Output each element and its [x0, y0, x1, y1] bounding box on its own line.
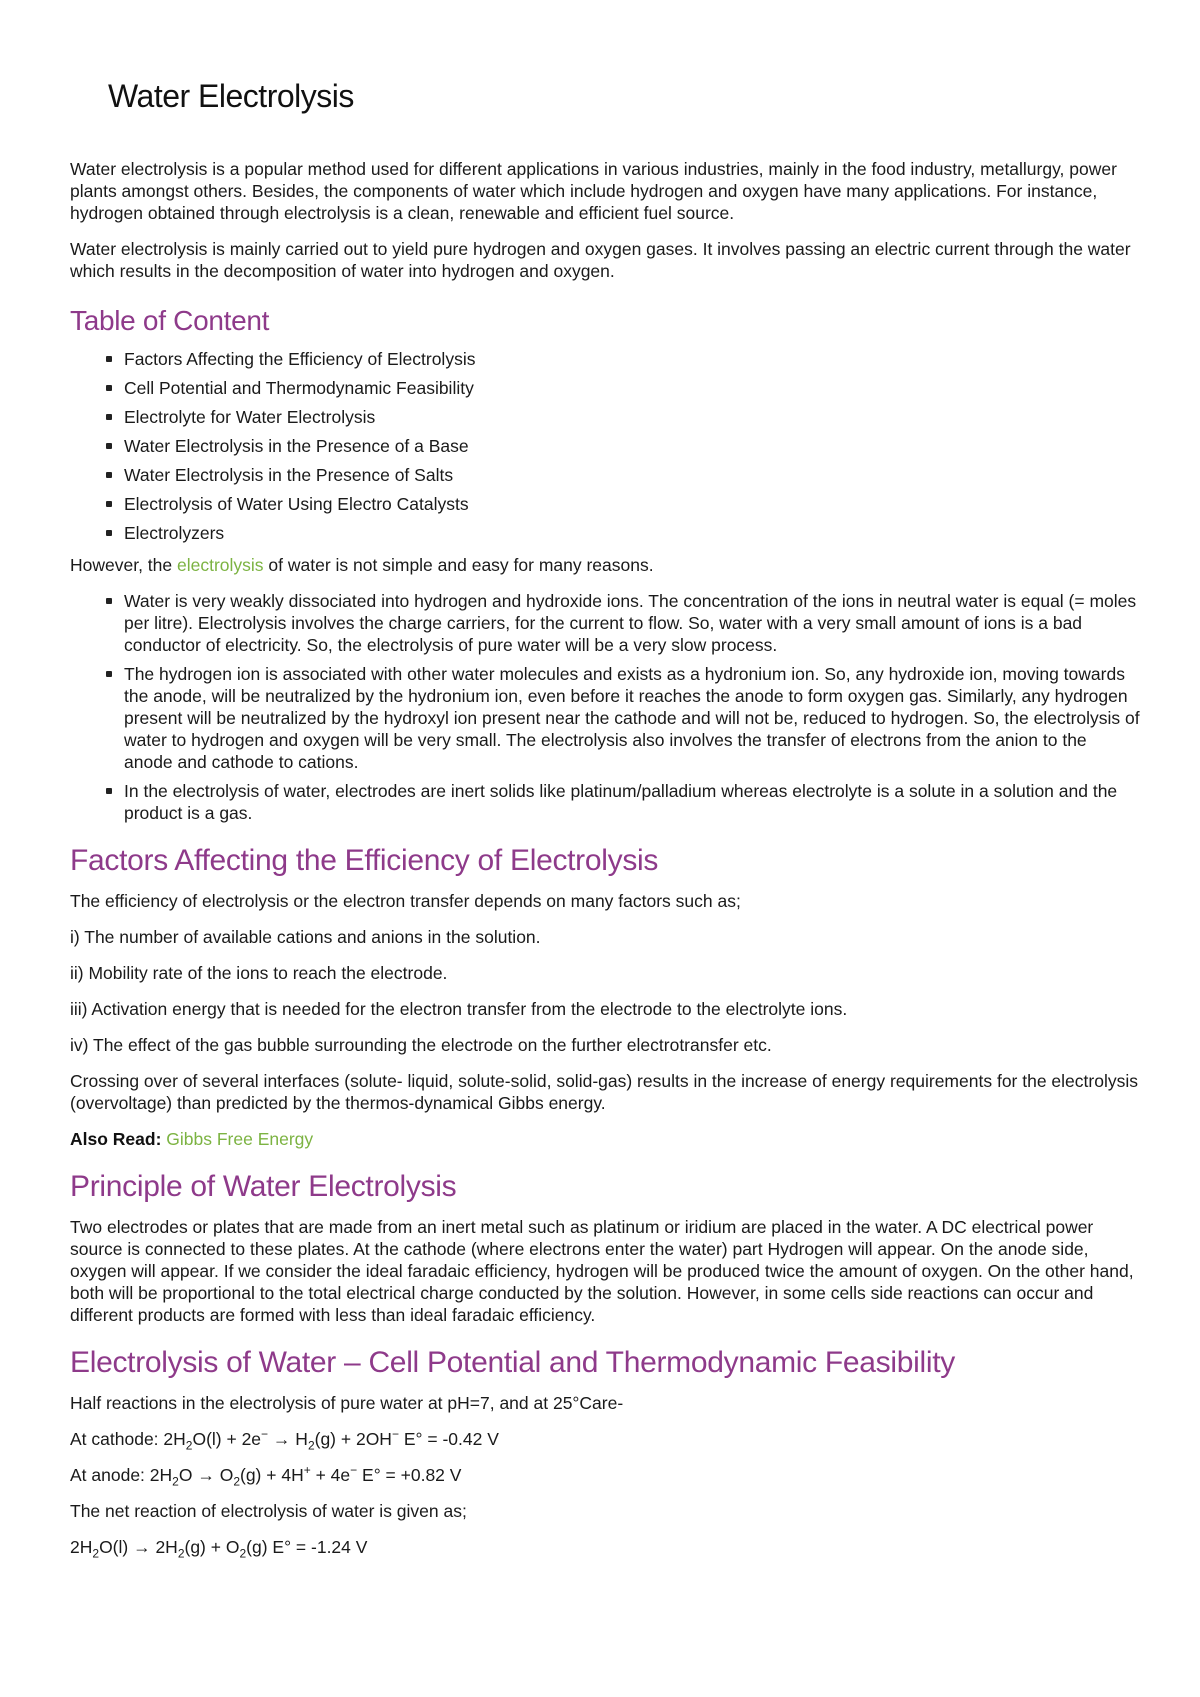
cell-potential-heading: Electrolysis of Water – Cell Potential and Thermodynamic Feasibility [70, 1346, 955, 1379]
reason-item-1: Water is very weakly dissociated into hydrogen and hydroxide ions. The concentration of the ions in neutral water is equal (= moles per litre). Electrolysis involves the charge carriers, for the current to flow. So, water with a very small amount of ions is a bad conductor of electricity. So, the electrolysis of pure water will be a very slow process. [124, 590, 1140, 656]
factors-paragraph-4: iii) Activation energy that is needed for the electron transfer from the electrode to the electrolyte ions. [70, 999, 848, 1019]
factors-paragraph-2: i) The number of available cations and anions in the solution. [70, 927, 541, 947]
reason-item-3: In the electrolysis of water, electrodes are inert solids like platinum/palladium whereas electrolyte is a solute in a solution and the product is a gas. [124, 780, 1140, 824]
page-title: Water Electrolysis [108, 78, 354, 114]
intro-paragraph-2: Water electrolysis is mainly carried out to yield pure hydrogen and oxygen gases. It involves passing an electric current through the water which results in the decomposition of water into hydrogen and oxygen. [70, 239, 1131, 281]
factors-paragraph-3: ii) Mobility rate of the ions to reach the electrode. [70, 963, 448, 983]
toc-item-factors[interactable]: Factors Affecting the Efficiency of Electrolysis [124, 348, 1140, 370]
however-text-before: However, the [70, 555, 177, 575]
article-body [70, 158, 1140, 1572]
principle-heading: Principle of Water Electrolysis [70, 1170, 457, 1203]
toc-item-electrolyzers[interactable]: Electrolyzers [124, 522, 1140, 544]
principle-paragraph: Two electrodes or plates that are made from an inert metal such as platinum or iridium are placed in the water. A DC electrical power source is connected to these plates. At the cathode (where electrons enter the water) part Hydrogen will appear. On the anode side, oxygen will appear. If we consider the ideal faradaic efficiency, hydrogen will be produced twice the amount of oxygen. On the other hand, both will be proportional to the total electrical charge conducted by the solution. However, in some cells side reactions can occur and different products are formed with less than ideal faradaic efficiency. [70, 1217, 1134, 1325]
reason-item-2: The hydrogen ion is associated with other water molecules and exists as a hydronium ion. So, any hydroxide ion, moving towards the anode, will be neutralized by the hydronium ion, even before it reaches the anode to form oxygen gas. Similarly, any hydrogen present will be neutralized by the hydroxyl ion present near the cathode and will not be, reduced to hydrogen. So, the electrolysis of water to hydrogen and oxygen will be very small. The electrolysis also involves the transfer of electrons from the anion to the anode and cathode to cations. [124, 664, 1140, 772]
toc-item-salts[interactable]: Water Electrolysis in the Presence of Salts [124, 464, 1140, 486]
also-read [70, 1128, 1140, 1150]
factors-paragraph-5: iv) The effect of the gas bubble surrounding the electrode on the further electrotransfer etc. [70, 1035, 772, 1055]
toc-item-base[interactable]: Water Electrolysis in the Presence of a Base [124, 435, 1140, 457]
however-paragraph [70, 554, 1140, 576]
half-reactions-intro: Half reactions in the electrolysis of pure water at pH=7, and at 25°Care- [70, 1393, 624, 1413]
toc-heading: Table of Content [70, 305, 270, 336]
toc-item-cell-potential[interactable]: Cell Potential and Thermodynamic Feasibility [124, 377, 1140, 399]
cathode-equation: At cathode: $2H_2O(l) + 2e^- \to H_2(g) + 2OH^-$ E° = -0.42 V [70, 1427, 499, 1453]
anode-equation: At anode: $2H_2O \to O_2(g) + 4H^+ + 4e^-$ E° = +0.82 V [70, 1463, 462, 1489]
reasons-list [70, 590, 1140, 824]
toc-item-catalysts[interactable]: Electrolysis of Water Using Electro Catalysts [124, 493, 1140, 515]
gibbs-free-energy-link[interactable]: Gibbs Free Energy [166, 1129, 314, 1149]
also-read-label: Also Read: [70, 1129, 162, 1149]
net-reaction-intro: The net reaction of electrolysis of water is given as; [70, 1501, 467, 1521]
factors-paragraph-1: The efficiency of electrolysis or the electron transfer depends on many factors such as; [70, 891, 741, 911]
toc-list [70, 348, 1140, 544]
toc-item-electrolyte[interactable]: Electrolyte for Water Electrolysis [124, 406, 1140, 428]
net-equation: $2H_2O(l) \to 2H_2(g) + O_2(g) E^\circ = -1.24$ V [70, 1537, 368, 1561]
intro-paragraph-1: Water electrolysis is a popular method used for different applications in various industries, mainly in the food industry, metallurgy, power plants amongst others. Besides, the components of water which include hydrogen and oxygen have many applications. For instance, hydrogen obtained through electrolysis is a clean, renewable and efficient fuel source. [70, 159, 1117, 223]
factors-paragraph-6: Crossing over of several interfaces (solute- liquid, solute-solid, solid-gas) results in the increase of energy requirements for the electrolysis (overvoltage) than predicted by the thermos-dynamical Gibbs energy. [70, 1071, 1138, 1113]
however-text-after: of water is not simple and easy for many reasons. [263, 555, 654, 575]
electrolysis-link[interactable]: electrolysis [177, 555, 264, 575]
factors-heading: Factors Affecting the Efficiency of Electrolysis [70, 844, 659, 877]
